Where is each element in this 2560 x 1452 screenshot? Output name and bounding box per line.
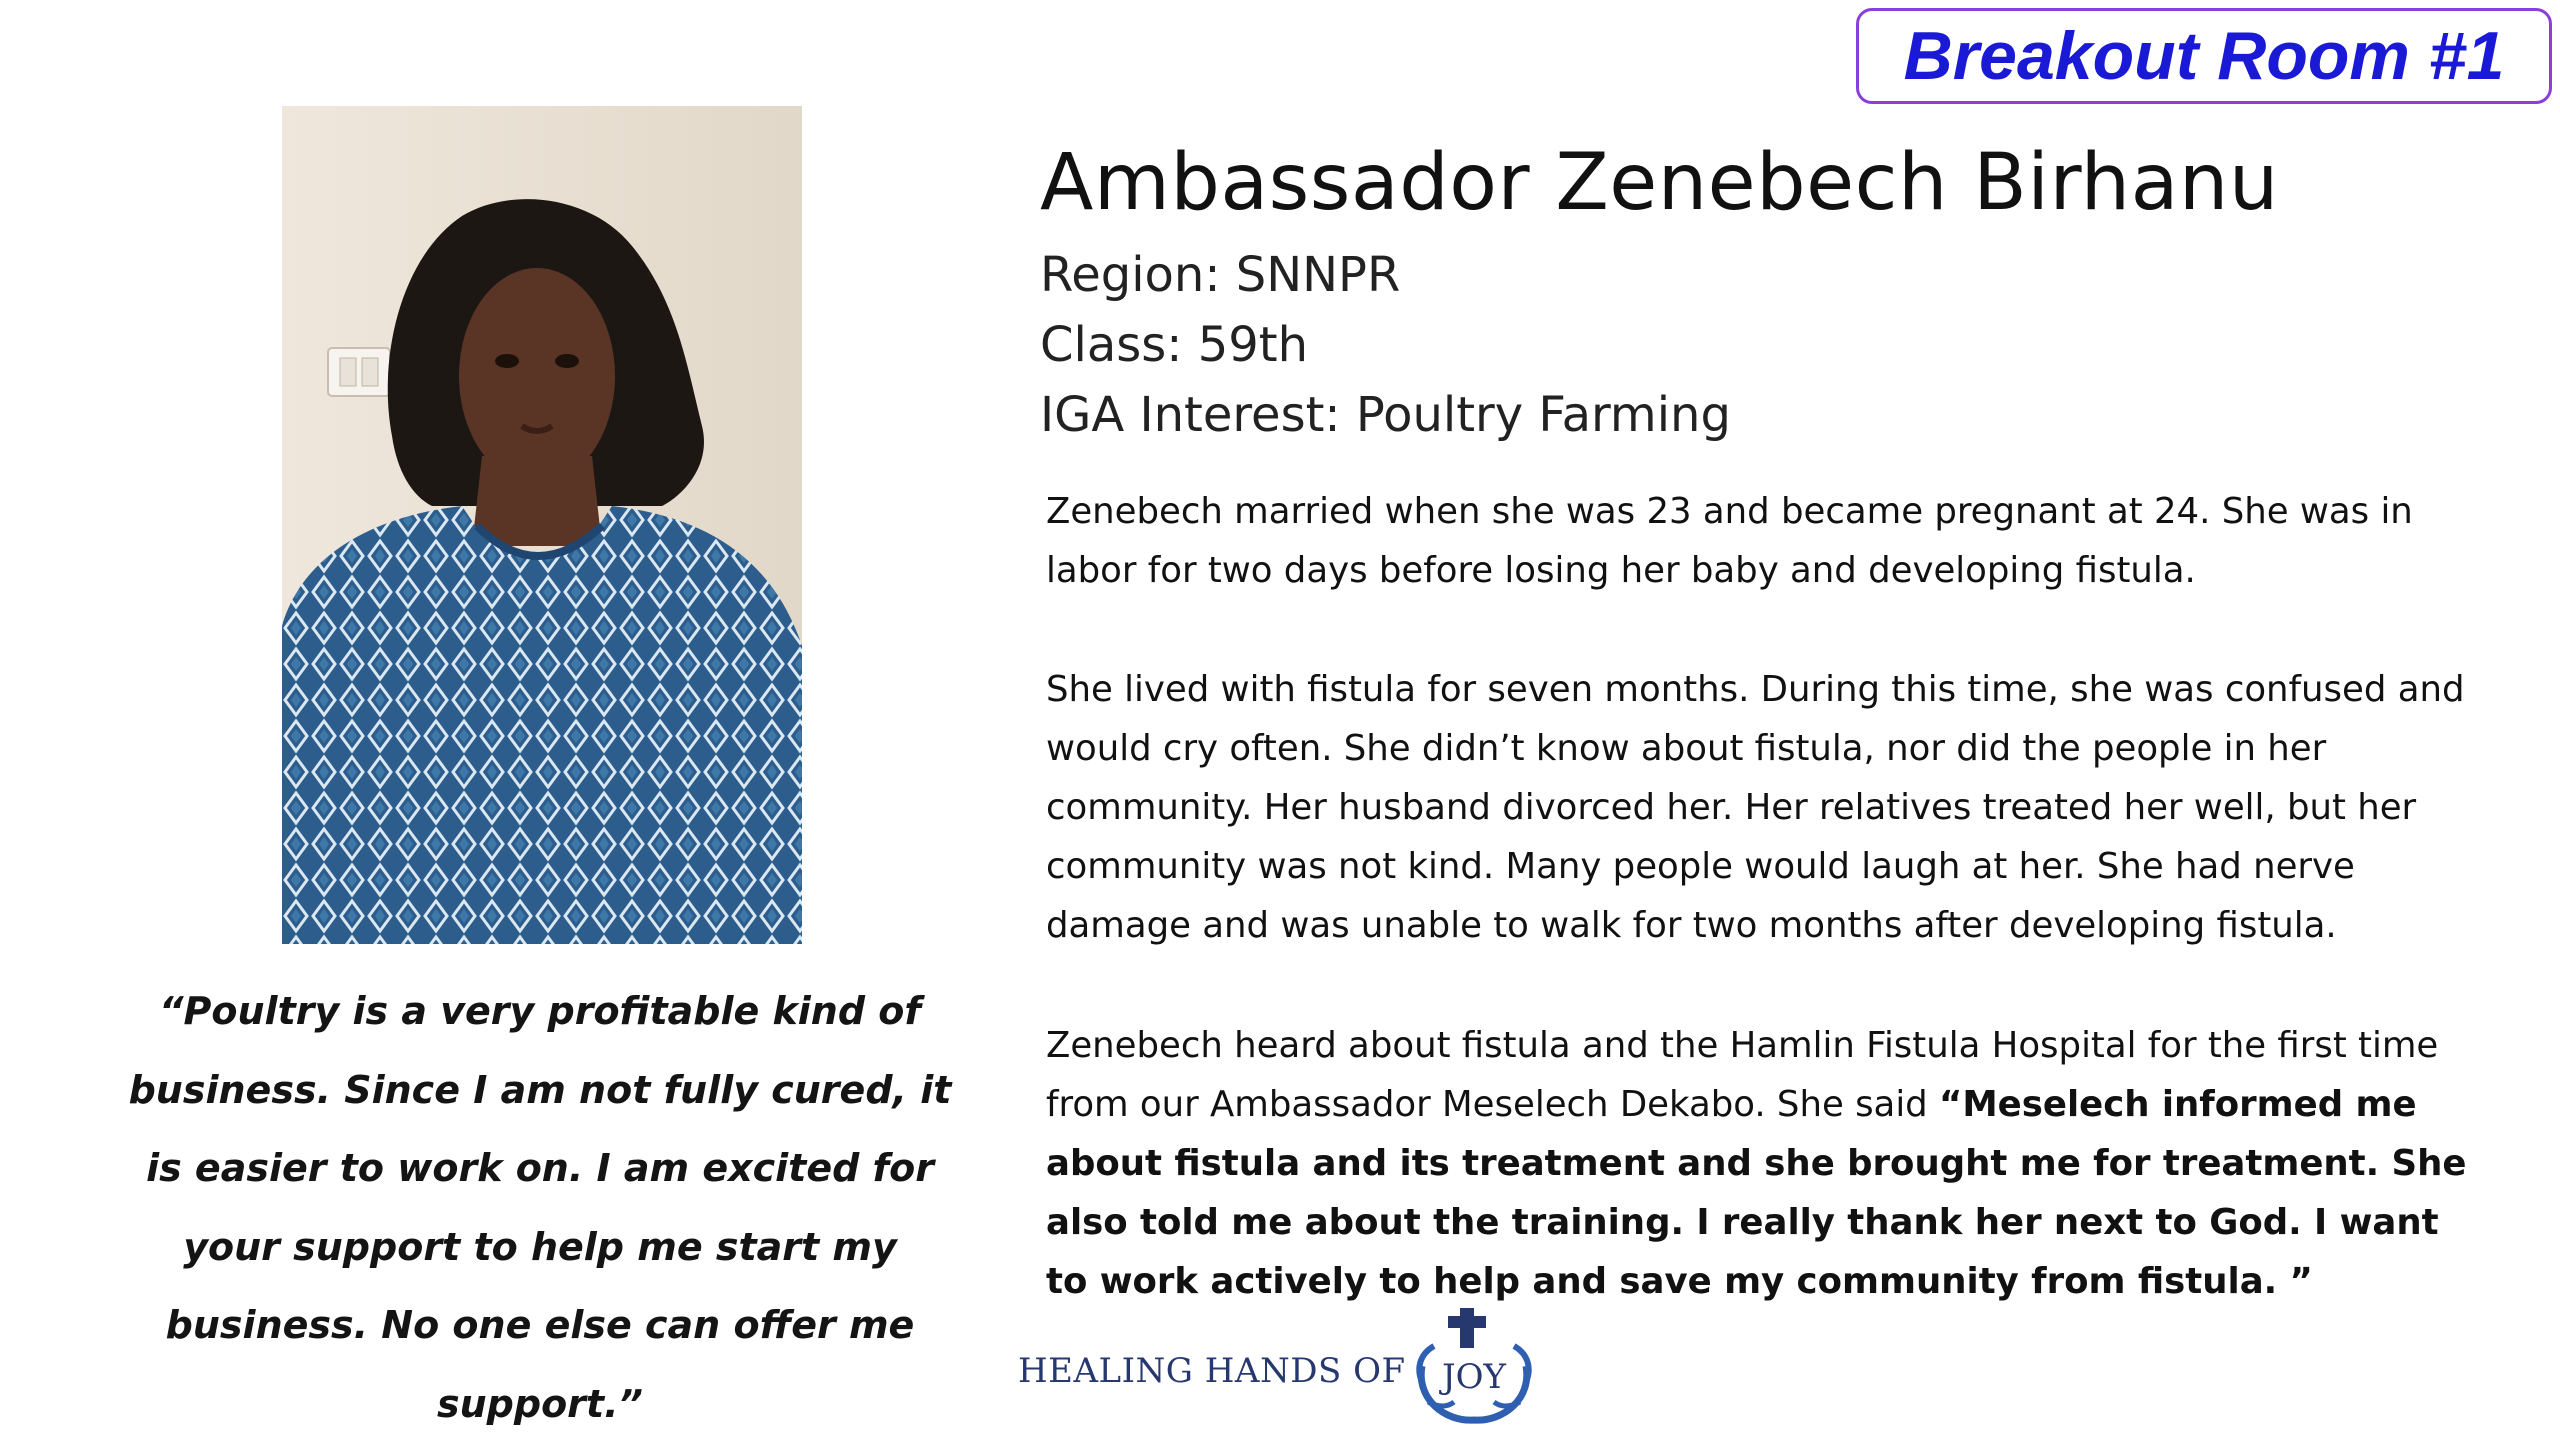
- breakout-room-label: Breakout Room #1: [1903, 18, 2505, 94]
- story-paragraph-2-text: She lived with fistula for seven months. During this time, she was confused and would cry often. She didn’t know about fistula, nor did the people in her community. Her husband divorced her. Her relatives treated her well, but her community was not kind. Many people would laugh at her. She had nerve damage and was unable to walk for two months after developing fistula.: [1046, 669, 2465, 946]
- story-paragraph-1: [1046, 482, 2476, 600]
- story-paragraph-3: [1046, 1016, 2476, 1311]
- breakout-room-badge: [1856, 8, 2552, 104]
- logo-text: HEALING HANDS OF: [1018, 1351, 1406, 1391]
- iga-interest-line: IGA Interest: Poultry Farming: [1040, 387, 1731, 443]
- story-paragraph-3-text: Zenebech heard about fistula and the Hamlin Fistula Hospital for the first time from our Ambassador Meselech Dekabo. She said: [1046, 1025, 2439, 1125]
- ambassador-name: Ambassador Zenebech Birhanu: [1040, 138, 2279, 228]
- ambassador-portrait-photo: [282, 106, 802, 944]
- ambassador-quote: “Poultry is a very profitable kind of business. Since I am not fully cured, it is easier to work on. I am excited for your support to help me start my business. No one else can offer me support.”: [128, 989, 952, 1426]
- region-line: Region: SNNPR: [1040, 247, 1401, 303]
- story-paragraph-3-quote: “Meselech informed me about fistula and its treatment and she brought me for treatment. She also told me about the training. I really thank her next to God. I want to work actively to help and save my community from fistula. ”: [1046, 1084, 2467, 1302]
- joy-emblem-icon: [1394, 1306, 1554, 1426]
- healing-hands-of-joy-logo: [1018, 1306, 1538, 1426]
- story-paragraph-1-text: Zenebech married when she was 23 and became pregnant at 24. She was in labor for two days before losing her baby and developing fistula.: [1046, 491, 2413, 591]
- logo-emblem-text: JOY: [1442, 1357, 1506, 1397]
- class-line: Class: 59th: [1040, 317, 1309, 373]
- story-paragraph-2: [1046, 660, 2476, 955]
